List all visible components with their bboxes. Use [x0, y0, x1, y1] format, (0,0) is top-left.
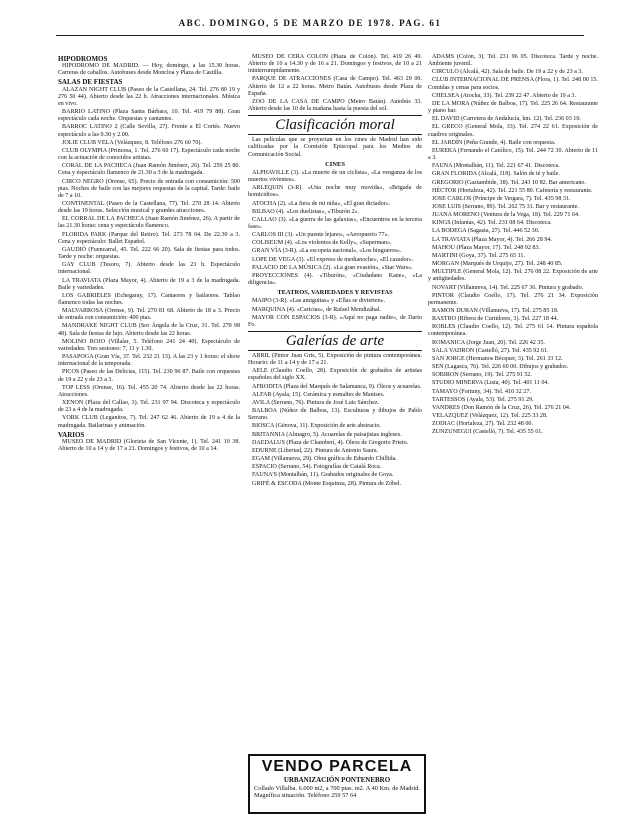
- column-left: [58, 54, 240, 814]
- listing-entry: COLISEUM (4). «Los violentos de Kelly», «Superman».: [252, 240, 392, 247]
- listing-entry: FLORIDA PARK (Parque del Retiro). Tel. 273 78 04. De 22.30 a 3. Cena y espectáculo: Ballet Español.: [58, 231, 240, 245]
- section-heading: VARIOS: [58, 430, 85, 439]
- listing-entry: ALPHAVILLE (3). «La muerte de un ciclista», «La venganza de los muertos vivientes».: [248, 169, 422, 184]
- listing-entry: DAEDALUS (Plaza de Chamberí, 4). Óleos de Gregorio Prieto.: [252, 439, 409, 446]
- page-header: ABC. DOMINGO, 5 DE MARZO DE 1978. PAG. 61: [178, 18, 442, 28]
- listing-entry: EL GRECO (General Mola, 33). Tel. 274 22 61. Exposición de cuadros originales.: [428, 124, 598, 138]
- museums-list: [248, 54, 422, 113]
- listing-entry: ADAMS (Colón, 3). Tel. 231 96 05. Discoteca. Tarde y noche. Ambiente juvenil.: [428, 54, 598, 68]
- listing-entry: SAN JORGE (Hermanos Bécquer, 3). Tel. 261 33 12.: [432, 355, 563, 362]
- listing-entry: FAUNA (Montalbán, 11). Tel. 221 67 41. Discoteca.: [432, 163, 560, 170]
- listing-entry: YORK CLUB (Leganitos, 7). Tel. 247 62 46. Abierto de 19 a 4 de la madrugada. Bailarinas y animación.: [58, 415, 240, 429]
- listing-entry: ABRIL (Pintor Juan Gris, 5). Exposición de pintura contemporánea. Horario: de 11 a 14 y de 17 a 21.: [248, 353, 422, 367]
- listing-entry: AELE (Claudio Coello, 28). Exposición de grabados de artistas españoles del siglo XX.: [248, 368, 422, 382]
- listing-entry: CONTINENTAL (Paseo de la Castellana, 77). Tel. 270 28 14. Abierto desde las 19 horas. Selección musical y grandes atracciones.: [58, 200, 240, 215]
- section-heading: SALAS DE FIESTAS: [58, 78, 123, 87]
- listing-entry: MALVARROSA (Orense, 9). Tel. 270 81 68. Abierto de 18 a 3. Precio de entrada con consumición: 400 ptas.: [58, 308, 240, 322]
- listing-entry: EUREKA (Fernando el Católico, 15). Tel. 244 72 30. Abierto de 11 a 3.: [428, 147, 598, 162]
- listing-entry: LA BODEGA (Sagasta, 27). Tel. 446 52 30.: [432, 228, 540, 235]
- listing-entry: MAHOU (Plaza Mayor, 17). Tel. 248 92 83.: [432, 244, 541, 251]
- listing-entry: PINTOR (Claudio Coello, 17). Tel. 276 21 34. Exposición permanente.: [428, 292, 598, 306]
- section-heading: HIPODROMOS: [58, 55, 108, 63]
- listing-entry: FAUNA'S (Montalbán, 11). Grabados originales de Goya.: [252, 472, 394, 479]
- listing-entry: MOLINO ROJO (Villalar, 5. Teléfono 241 24 40). Espectáculo de variedades. Tres sesiones: 7, 11 y 1.30.: [58, 338, 240, 352]
- listing-entry: DE LA MORA (Núñez de Balboa, 17). Tel. 225 26 64. Restaurante y piano bar.: [428, 100, 598, 115]
- listing-entry: ARLEQUIN (3-R). «Una noche muy movida», «Brigada de homicidios».: [248, 185, 422, 199]
- listing-entry: KINGS (Infantas, 42). Tel. 231 08 64. Discoteca.: [432, 220, 552, 227]
- listing-entry: GAUDIÓ (Fuencarral, 45. Tel. 222 66 20). Sala de fiestas para todos. Tarde y noche: orquestas.: [58, 246, 240, 261]
- listing-entry: BILBAO (4). «Los duelistas», «Tiburón 2».: [252, 208, 360, 215]
- listing-entry: MAYOR CON ESPACIOS (3-R). «Aquí no paga nadie», de Dario Fo.: [248, 314, 422, 328]
- listing-entry: GRAN FLORIDA (Alcalá, 118). Salón de té y baile.: [432, 171, 560, 178]
- listing-entry: EL DAVID (Carretera de Andalucía, km. 12). Tel. 236 03 10.: [432, 116, 581, 123]
- listing-entry: XENON (Plaza del Callao, 3). Tel. 231 97 94. Discoteca y espectáculo de 23 a 4 de la madrugada.: [58, 400, 240, 414]
- listing-entry: MARQUINA (4). «Caricias», de Rafael Mendizábal.: [252, 306, 381, 313]
- listing-entry: MUSEO DE CERA COLÓN (Plaza de Colón). Tel. 419 26 49. Abierto de 10 a 14.30 y de 16 a 21. Domingos y festivos, de 10 a 21 ininterrumpidamente.: [248, 54, 422, 75]
- listing-entry: MANDRAKE NIGHT CLUB (Sor Ángela de la Cruz, 31. Tel. 270 98 48). Sala de fiestas de lujo. Abierto desde las 22 horas.: [58, 323, 240, 337]
- classified-ad: [248, 754, 426, 814]
- listing-entry: VANDRES (Don Ramón de la Cruz, 26). Tel. 276 21 04.: [432, 404, 571, 411]
- listing-entry: TARTESSOS (Ayala, 53). Tel. 275 91 29.: [432, 396, 534, 403]
- listing-entry: ROBLES (Claudio Coello, 12). Tel. 275 61 14. Pintura española contemporánea.: [428, 324, 598, 338]
- listing-entry: JOLIE CLUB VELA (Velázquez, 8. Teléfono 276 60 70).: [62, 139, 202, 146]
- listing-entry: TAMAYO (Fortuny, 34). Tel. 410 32 27.: [432, 388, 531, 395]
- listing-entry: BARRIO LATINO (Plaza Santa Bárbara, 10. Tel. 419 79 88). Gran espectáculo cada noche. Orquestas y cantantes.: [58, 109, 240, 123]
- listing-entry: EDURNE (Libertad, 22). Pintura de Antonio Saura.: [252, 447, 379, 454]
- listing-entry: NOVART (Villanueva, 14). Tel. 225 67 36. Pintura y grabado.: [432, 284, 584, 291]
- ad-body: Collado Villalba. 6.000 m2, a 700 ptas. m2. A 40 Km. de Madrid. Magnífica situación. Teléfono 259 57 64: [254, 785, 420, 800]
- listing-entry: GREGORIO (Gaztambide, 38). Tel. 243 10 82. Bar americano.: [432, 179, 586, 186]
- listing-entry: LOS GABRIELES (Echegaray, 17). Cantaores y bailaores. Tablao flamenco todas las noches.: [58, 292, 240, 306]
- listing-entry: CIRCO NEGRO (Orense, 65). Precio de entrada con consumición: 500 ptas. Noches de baile con las mejores orquestas de la capital. Tarde: baile de 7 a 10.: [58, 178, 240, 199]
- teatros-list: [248, 298, 422, 329]
- column-right: [428, 54, 598, 814]
- listing-entry: GRIFÉ & ESCODA (Monte Esquinza, 28). Pintura de Zóbel.: [252, 480, 402, 487]
- listing-entry: JOSE CARLOS (Príncipe de Vergara, 7). Tel. 435 98 31.: [432, 195, 571, 202]
- listing-entry: BARROC LATINO 2 (Calle Sevilla, 27). Frente a El Cortés. Nuevo espectáculo a las 0.30 y 2.00.: [58, 124, 240, 138]
- listing-entry: SEN (Lagasca, 76). Tel. 226 60 00. Dibujos y grabados.: [432, 364, 569, 371]
- listing-entry: AFRODITA (Plaza del Marqués de Salamanca, 9). Óleos y acuarelas.: [252, 383, 422, 390]
- listing-entry: RASTRO (Ribera de Curtidores, 3). Tel. 227 18 44.: [432, 316, 559, 323]
- listing-entry: CIRCULO (Alcalá, 42). Sala de baile. De 19 a 22 y de 23 a 3.: [432, 69, 583, 76]
- listing-entry: LA TRAVIATA (Plaza Mayor, 4). Abierto de 19 a 3 de la madrugada. Baile y variedades.: [58, 277, 240, 291]
- listing-entry: TOP LESS (Orense, 16). Tel. 455 20 74. Abierto desde las 22 horas. Atracciones.: [58, 384, 240, 398]
- listing-entry: JUANA MORENO (Ventura de la Vega, 18). Tel. 229 71 64.: [432, 212, 580, 219]
- listing-entry: HIPODROMO DE MADRID. — Hoy, domingo, a las 15.30 horas. Carreras de caballos. Autobuses desde Moncloa y Plaza de Castilla.: [58, 63, 240, 77]
- listing-entry: CHELSEA (Atocha, 33). Tel. 239 22 47. Abierto de 19 a 3.: [432, 92, 576, 99]
- listing-entry: CORAL DE LA PACHECA (Juan Ramón Jiménez, 26). Tel. 259 25 80. Cena y espectáculo flamenco de 21.30 a 3 de la madrugada.: [58, 163, 240, 177]
- listing-entry: JOSE LUIS (Serrano, 89). Tel. 262 75 31. Bar y restaurante.: [432, 203, 579, 210]
- listing-entry: BALBOA (Núñez de Balboa, 13). Esculturas y dibujos de Pablo Serrano.: [248, 408, 422, 422]
- ad-title: VENDO PARCELA: [261, 758, 413, 775]
- listing-entry: ATOCHA (2). «La fiera de mi niña», «El gran dictador».: [252, 200, 391, 207]
- listing-entry: PASAPOGA (Gran Vía, 37. Tel. 232 21 13). A las 23 y 1 horas: el show internacional de la temporada.: [58, 354, 240, 368]
- listing-entry: AVILA (Serrano, 76). Pintura de José Luis Sánchez.: [252, 399, 380, 406]
- listing-entry: SALA VADRON (Castelló, 27). Tel. 435 92 61.: [432, 347, 549, 354]
- listing-entry: MUSEO DE MADRID (Glorieta de San Vicente, 1). Tel. 241 10 38. Abierto de 10 a 14 y de 17 a 21. Domingos y festivos, de 10 a 14.: [58, 438, 240, 452]
- listing-entry: PROYECCIONES (4). «Tiburón», «Ciudadano Kane», «La diligencia».: [248, 272, 422, 287]
- header-rule: [56, 35, 584, 36]
- moral-classification-title: Clasificación moral: [248, 115, 422, 135]
- listing-entry: RAMON DURAN (Villanueva, 17). Tel. 275 85 18.: [432, 308, 559, 314]
- listing-entry: ESPACIO (Serrano, 54). Fotografías de Catalá Roca.: [252, 464, 382, 471]
- listing-entry: SOBIRON (Serrano, 19). Tel. 275 91 52.: [432, 372, 532, 379]
- listing-entry: PICOS (Paseo de las Delicias, 115). Tel. 230 96 87. Baile con orquestas de 19 a 22 y de 23 a 3.: [58, 369, 240, 383]
- moral-list: [248, 170, 422, 287]
- listing-entry: HÉCTOR (Hortaleza, 42). Tel. 221 55 80. Cafetería y restaurante.: [432, 187, 593, 194]
- listing-entry: MAIPO (3-R). «Las amiguitas» y «Ellas se divierten».: [252, 298, 386, 305]
- listing-entry: BRITANNIA (Almagro, 5). Acuarelas de paisajistas ingleses.: [252, 431, 402, 438]
- listing-entry: LA TRAVIATA (Plaza Mayor, 4). Tel. 266 28 94.: [432, 236, 553, 243]
- listing-entry: ALFAR (Ayala, 15). Cerámica y esmaltes de Manises.: [252, 391, 385, 398]
- listing-entry: CLUB INTERNACIONAL DE PRENSA (Flora, 1). Tel. 248 00 15. Comidas y cenas para socios.: [428, 77, 598, 91]
- galerias-list: [248, 353, 422, 488]
- listing-entry: GRAN VÍA (3-R). «La escopeta nacional», «Los bingueros».: [252, 248, 402, 255]
- cines-heading: CINES: [325, 160, 345, 168]
- listing-entry: ROMANICA (Jorge Juan, 20). Tel. 226 42 35.: [432, 339, 545, 346]
- listing-entry: STUDIO MINERVA (Lista, 40). Tel. 401 11 04.: [432, 380, 549, 387]
- listing-entry: CALLAO (3). «La guerra de las galaxias», «Encuentros en la tercera fase».: [248, 216, 422, 230]
- listing-entry: EGAM (Villanueva, 29). Obra gráfica de Eduardo Chillida.: [252, 456, 397, 463]
- galerias-title: Galerías de arte: [248, 331, 422, 351]
- listing-entry: CLUB OLYMPIA (Princesa, 1. Tel. 276 60 17). Espectáculo cada noche con la actuación de conocidos artistas.: [58, 147, 240, 162]
- listing-entry: MORGAN (Marqués de Urquijo, 27). Tel. 248 40 85.: [432, 261, 563, 268]
- moral-intro: Las películas que se proyectan en los cines de Madrid han sido calificadas por la Comisión Episcopal para los Medios de Comunicación Social.: [248, 137, 422, 158]
- teatros-heading: TEATROS, VARIEDADES Y REVISTAS: [277, 289, 393, 297]
- listing-entry: PALACIO DE LA MÚSICA (2). «La gran evasión», «Star Wars».: [252, 264, 413, 271]
- listing-entry: LOPE DE VEGA (3). «El expreso de medianoche», «El cazador».: [252, 256, 414, 263]
- listing-entry: ZOO DE LA CASA DE CAMPO (Metro Batán). Autobús 33. Abierto desde las 10 de la mañana hasta la puesta del sol.: [248, 98, 422, 113]
- ad-subtitle: URBANIZACIÓN PONTENEBRO: [283, 776, 391, 784]
- listing-entry: EL JARDÍN (Peña Grande, 4). Baile con orquesta.: [432, 139, 556, 146]
- listing-entry: ZODIAC (Hortaleza, 27). Tel. 232 48 00.: [432, 421, 533, 428]
- listing-entry: MULTIPLE (General Mola, 12). Tel. 276 08 22. Exposición de arte y antigüedades.: [428, 269, 598, 283]
- listing-entry: CARLOS III (3). «Un puente lejano», «Aeropuerto 77».: [252, 232, 390, 239]
- listing-entry: PARQUE DE ATRACCIONES (Casa de Campo). Tel. 463 29 00. Abierto de 12 a 22 horas. Metro Batán. Autobuses desde Plaza de España.: [248, 76, 422, 97]
- column-middle: [248, 54, 422, 814]
- listing-entry: ZUNZUNEGUI (Castelló, 7). Tel. 435 55 61.: [432, 429, 543, 436]
- listing-entry: MARTINI (Goya, 37). Tel. 275 65 11.: [432, 252, 525, 259]
- listing-entry: BIOSCA (Génova, 11). Exposición de arte abstracto.: [252, 423, 381, 430]
- listing-entry: GAY CLUB (Tesoro, 7). Abierto desde las 23 h. Espectáculo internacional.: [58, 262, 240, 276]
- listing-entry: EL CORRAL DE LA PACHECA (Juan Ramón Jiménez, 26). A partir de las 21.30 horas: cena y espectáculo flamenco.: [58, 216, 240, 230]
- listing-entry: VELAZQUEZ (Velázquez, 12). Tel. 225 33 28.: [432, 413, 548, 420]
- listing-entry: ALAZAN NIGHT CLUB (Paseo de la Castellana, 24. Tel. 276 80 19 y 276 50 44). Abierto desde las 22 h. Atracciones internacionales. Música en vivo.: [58, 86, 240, 107]
